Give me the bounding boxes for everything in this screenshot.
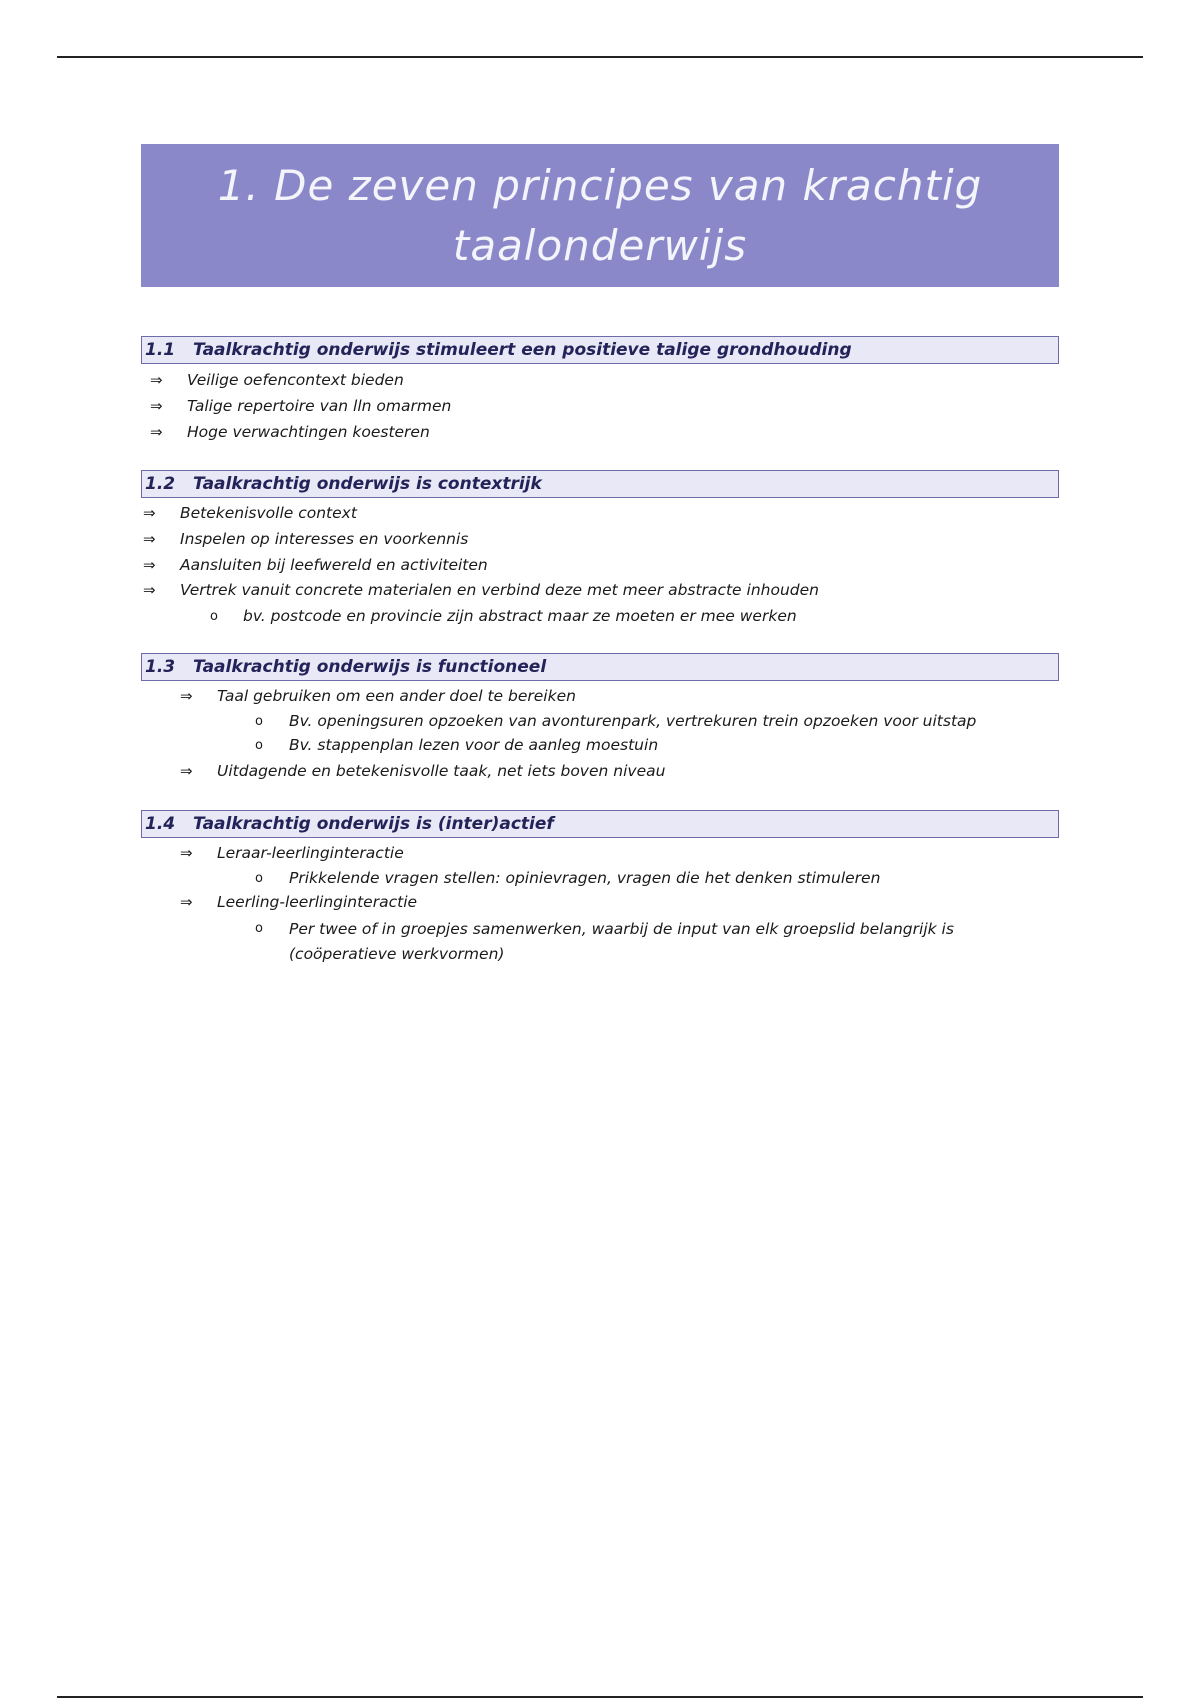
footer-rule — [57, 1696, 1143, 1698]
circle-bullet-icon: o — [255, 714, 263, 729]
title-banner — [141, 144, 1059, 287]
arrow-bullet-icon: ⇒ — [143, 504, 156, 522]
section-heading-1-2 — [141, 470, 1059, 498]
header-rule — [57, 56, 1143, 58]
section-title: Taalkrachtig onderwijs is functioneel — [193, 657, 547, 677]
arrow-bullet-icon: ⇒ — [180, 893, 193, 911]
page-title: 1. De zeven principes van krachtig taalonderwijs — [217, 160, 983, 270]
circle-bullet-icon: o — [255, 921, 263, 936]
circle-bullet-icon: o — [255, 871, 263, 886]
arrow-bullet-icon: ⇒ — [143, 530, 156, 548]
arrow-bullet-icon: ⇒ — [180, 762, 193, 780]
arrow-bullet-icon: ⇒ — [143, 556, 156, 574]
section-title: Taalkrachtig onderwijs is (inter)actief — [193, 814, 554, 834]
arrow-bullet-icon: ⇒ — [150, 423, 163, 441]
arrow-bullet-icon: ⇒ — [143, 581, 156, 599]
section-heading-1-3 — [141, 653, 1059, 681]
arrow-bullet-icon: ⇒ — [150, 371, 163, 389]
section-number: 1.4 — [145, 814, 176, 834]
section-heading-1-4 — [141, 810, 1059, 838]
circle-bullet-icon: o — [255, 738, 263, 753]
section-number: 1.1 — [145, 340, 176, 360]
circle-bullet-icon: o — [210, 609, 218, 624]
arrow-bullet-icon: ⇒ — [150, 397, 163, 415]
section-title: Taalkrachtig onderwijs stimuleert een positieve talige grondhouding — [193, 340, 852, 360]
arrow-bullet-icon: ⇒ — [180, 844, 193, 862]
section-heading-1-1 — [141, 336, 1059, 364]
arrow-bullet-icon: ⇒ — [180, 687, 193, 705]
section-title: Taalkrachtig onderwijs is contextrijk — [193, 474, 542, 494]
section-number: 1.2 — [145, 474, 176, 494]
section-number: 1.3 — [145, 657, 176, 677]
